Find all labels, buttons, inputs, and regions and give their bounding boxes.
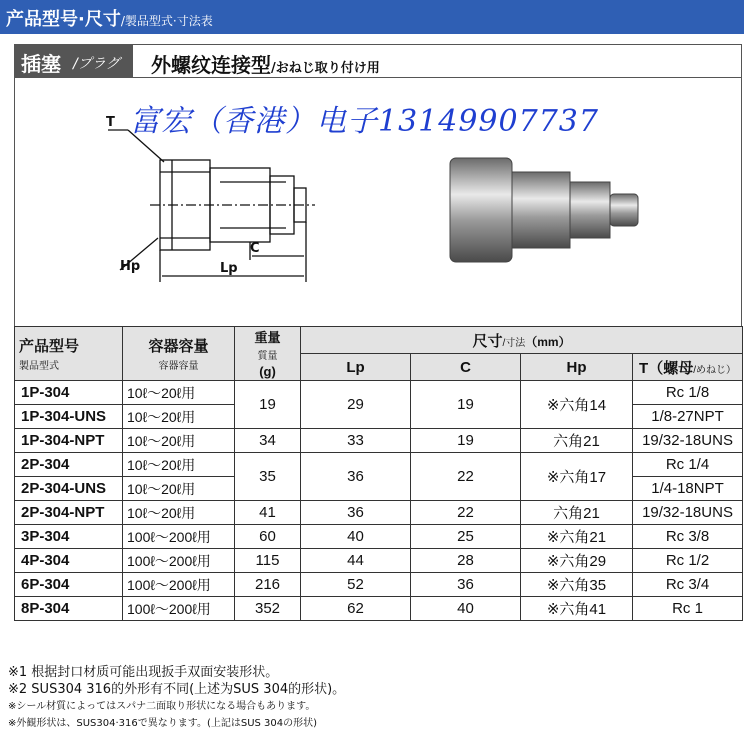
cell-t: Rc 1: [633, 597, 743, 621]
table-row: [15, 525, 743, 549]
header-t: T（螺母/めねじ）: [633, 354, 743, 381]
cell-weight: 352: [235, 597, 301, 621]
cell-capacity: 10ℓ～20ℓ用: [123, 405, 235, 429]
cell-t: 1/8-27NPT: [633, 405, 743, 429]
cell-model: 6P-304: [15, 573, 123, 597]
cell-c: 28: [411, 549, 521, 573]
cell-capacity: 100ℓ～200ℓ用: [123, 597, 235, 621]
cell-model: 4P-304: [15, 549, 123, 573]
table-row: [15, 501, 743, 525]
table-row: [15, 381, 743, 405]
cell-t: Rc 1/4: [633, 453, 743, 477]
cell-lp: 29: [301, 381, 411, 429]
table-row: [15, 549, 743, 573]
cell-t: Rc 1/2: [633, 549, 743, 573]
cell-weight: 19: [235, 381, 301, 429]
cell-lp: 62: [301, 597, 411, 621]
table-row: [15, 573, 743, 597]
cell-capacity: 10ℓ～20ℓ用: [123, 501, 235, 525]
cell-weight: 34: [235, 429, 301, 453]
header-capacity: 容器容量 容器容量: [123, 327, 235, 381]
header-lp: Lp: [301, 354, 411, 381]
cell-hp: 六角21: [521, 429, 633, 453]
cell-c: 22: [411, 501, 521, 525]
footnote: ※シール材質によってはスパナ二面取り形状になる場合もあります。: [8, 701, 316, 712]
cell-t: Rc 1/8: [633, 381, 743, 405]
cell-hp: ※六角17: [521, 453, 633, 501]
cell-model: 8P-304: [15, 597, 123, 621]
cell-hp: ※六角14: [521, 381, 633, 429]
footnote: ※2 SUS304 316的外形有不同(上述为SUS 304的形状)。: [8, 682, 346, 697]
spec-table: [14, 326, 743, 621]
cell-hp: ※六角29: [521, 549, 633, 573]
section-title-sub: /おねじ取り付け用: [271, 61, 380, 76]
footnote: ※1 根据封口材质可能出现扳手双面安装形状。: [8, 665, 279, 680]
watermark-text: 富宏（香港）电子13149907737: [130, 104, 599, 139]
cell-model: 2P-304-NPT: [15, 501, 123, 525]
cell-weight: 35: [235, 453, 301, 501]
label-lp: Lp: [220, 261, 238, 276]
table-row: [15, 453, 743, 477]
cell-weight: 41: [235, 501, 301, 525]
page-subtitle: /製品型式·寸法表: [120, 14, 213, 28]
cell-capacity: 100ℓ～200ℓ用: [123, 525, 235, 549]
cell-capacity: 10ℓ～20ℓ用: [123, 477, 235, 501]
cell-weight: 115: [235, 549, 301, 573]
header-dims: 尺寸/寸法（mm）: [301, 327, 743, 354]
cell-lp: 36: [301, 501, 411, 525]
page-header: [0, 0, 744, 34]
section-tag: [15, 45, 133, 77]
cell-model: 2P-304: [15, 453, 123, 477]
label-c: C: [250, 241, 260, 256]
cell-hp: ※六角41: [521, 597, 633, 621]
cell-weight: 60: [235, 525, 301, 549]
header-c: C: [411, 354, 521, 381]
cell-c: 19: [411, 381, 521, 429]
cell-lp: 52: [301, 573, 411, 597]
section-header: [14, 44, 742, 78]
section-tag-label: 插塞: [21, 52, 61, 76]
cell-model: 2P-304-UNS: [15, 477, 123, 501]
section-title: 外螺纹连接型/おねじ取り付け用: [151, 53, 380, 77]
cell-hp: ※六角21: [521, 525, 633, 549]
cell-c: 22: [411, 453, 521, 501]
cell-t: Rc 3/8: [633, 525, 743, 549]
cell-weight: 216: [235, 573, 301, 597]
footnotes: [8, 664, 738, 732]
cell-capacity: 10ℓ～20ℓ用: [123, 429, 235, 453]
section-tag-sub: /プラグ: [73, 56, 120, 72]
cell-lp: 33: [301, 429, 411, 453]
label-t: T: [106, 115, 115, 130]
cell-t: 1/4-18NPT: [633, 477, 743, 501]
cell-capacity: 100ℓ～200ℓ用: [123, 549, 235, 573]
cell-hp: 六角21: [521, 501, 633, 525]
header-weight: 重量 質量 (g): [235, 327, 301, 381]
cell-capacity: 10ℓ～20ℓ用: [123, 381, 235, 405]
cell-model: 1P-304-UNS: [15, 405, 123, 429]
cell-capacity: 100ℓ～200ℓ用: [123, 573, 235, 597]
cell-capacity: 10ℓ～20ℓ用: [123, 453, 235, 477]
cell-model: 3P-304: [15, 525, 123, 549]
cell-c: 25: [411, 525, 521, 549]
cell-lp: 44: [301, 549, 411, 573]
table-row: [15, 429, 743, 453]
cell-c: 40: [411, 597, 521, 621]
cell-t: 19/32-18UNS: [633, 501, 743, 525]
cell-model: 1P-304: [15, 381, 123, 405]
cell-c: 19: [411, 429, 521, 453]
page-title: 产品型号·尺寸/製品型式·寸法表: [6, 9, 213, 30]
header-hp: Hp: [521, 354, 633, 381]
cell-t: 19/32-18UNS: [633, 429, 743, 453]
label-hp: Hp: [120, 259, 141, 274]
header-model: 产品型号 製品型式: [15, 327, 123, 381]
cell-c: 36: [411, 573, 521, 597]
cell-lp: 36: [301, 453, 411, 501]
cell-lp: 40: [301, 525, 411, 549]
footnote: ※外観形状は、SUS304·316で異なります。(上記はSUS 304の形状): [8, 718, 318, 729]
cell-hp: ※六角35: [521, 573, 633, 597]
cell-model: 1P-304-NPT: [15, 429, 123, 453]
cell-t: Rc 3/4: [633, 573, 743, 597]
table-row: [15, 597, 743, 621]
product-photo: [440, 150, 650, 270]
